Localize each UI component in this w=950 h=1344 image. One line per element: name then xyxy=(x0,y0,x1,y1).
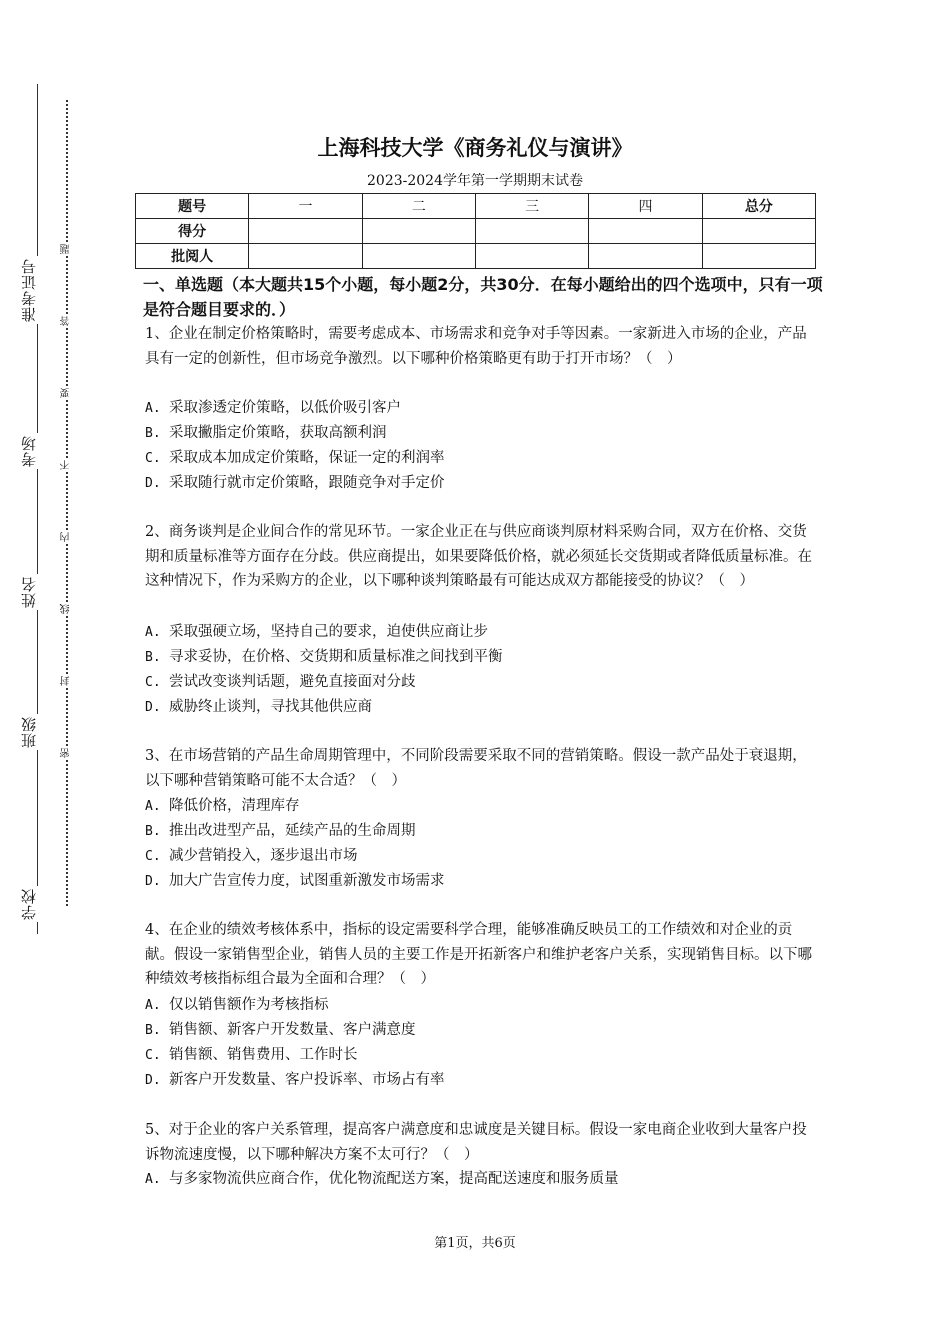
option-text: 加大广告宣传力度，试图重新激发市场需求 xyxy=(169,873,445,889)
label-school: 学校 xyxy=(20,888,38,920)
option-letter: A. xyxy=(145,625,161,640)
seal-char: 密 xyxy=(61,748,72,758)
grader-row xyxy=(136,244,816,269)
option-letter: A. xyxy=(145,998,161,1013)
option-text: 仅以销售额作为考核指标 xyxy=(169,997,329,1013)
option xyxy=(145,819,815,844)
score-row xyxy=(136,219,816,244)
option-text: 推出改进型产品，延续产品的生命周期 xyxy=(169,823,416,839)
question-stem: 4、在企业的绩效考核体系中，指标的设定需要科学合理，能够准确反映员工的工作绩效和对企业的贡献。假设一家销售型企业，销售人员的主要工作是开拓新客户和维护老客户关系，实现销售目标。以下哪种绩效考核指标组合最为全面和合理？（ ） xyxy=(145,922,812,987)
question-stem: 1、企业在制定价格策略时，需要考虑成本、市场需求和竞争对手等因素。一家新进入市场的企业，产品具有一定的创新性，但市场竞争激烈。以下哪种价格策略更有助于打开市场？（ ） xyxy=(145,326,807,367)
option xyxy=(145,869,815,894)
exam-subtitle: 2023-2024学年第一学期期末试卷 xyxy=(367,173,583,189)
option-text: 新客户开发数量、客户投诉率、市场占有率 xyxy=(169,1072,445,1088)
option-letter: A. xyxy=(145,401,161,416)
header-cell: 总分 xyxy=(702,194,815,219)
label-exam-room: 考场 xyxy=(20,435,38,467)
question-stem: 5、对于企业的客户关系管理，提高客户满意度和忠诚度是关键目标。假设一家电商企业收到大量客户投诉物流速度慢，以下哪种解决方案不太可行？（ ） xyxy=(145,1122,807,1163)
option-text: 减少营销投入，逐步退出市场 xyxy=(169,848,358,864)
score-cell xyxy=(589,219,702,244)
header-cell: 二 xyxy=(362,194,475,219)
option xyxy=(145,1068,815,1093)
option-text: 销售额、销售费用、工作时长 xyxy=(169,1047,358,1063)
option-text: 采取成本加成定价策略，保证一定的利润率 xyxy=(169,450,445,466)
seal-char: 线 xyxy=(61,604,72,614)
section-heading: 一、单选题（本大题共15个小题，每小题2分，共30分．在每小题给出的四个选项中，只有一项是符合题目要求的．） xyxy=(143,275,823,319)
option xyxy=(145,695,815,720)
score-cell xyxy=(249,219,362,244)
option-letter: C. xyxy=(145,451,161,466)
option-text: 采取撇脂定价策略，获取高额利润 xyxy=(169,425,387,441)
option xyxy=(145,844,815,869)
grader-cell xyxy=(702,244,815,269)
binding-line xyxy=(37,84,38,934)
option-letter: A. xyxy=(145,799,161,814)
header-cell: 三 xyxy=(475,194,588,219)
option xyxy=(145,396,815,421)
grader-cell xyxy=(362,244,475,269)
option xyxy=(145,794,815,819)
option-text: 降低价格，清理库存 xyxy=(169,798,300,814)
question-stem: 2、商务谈判是企业间合作的常见环节。一家企业正在与供应商谈判原材料采购合同，双方在价格、交货期和质量标准等方面存在分歧。供应商提出，如果要降低价格，就必须延长交货期或者降低质量标准。在这种情况下，作为采购方的企业，以下哪种谈判策略最有可能达成双方都能接受的协议？（ ） xyxy=(145,524,812,589)
row-label: 批阅人 xyxy=(136,244,249,269)
grader-cell xyxy=(589,244,702,269)
label-exam-number: 准考证号 xyxy=(20,258,38,322)
option-letter: D. xyxy=(145,476,161,491)
option-letter: A. xyxy=(145,1172,161,1187)
row-label: 得分 xyxy=(136,219,249,244)
exam-title: 上海科技大学《商务礼仪与演讲》 xyxy=(317,136,633,160)
seal-char: 要 xyxy=(61,388,72,398)
option-letter: C. xyxy=(145,849,161,864)
header-cell: 一 xyxy=(249,194,362,219)
option-letter: D. xyxy=(145,874,161,889)
grader-cell xyxy=(475,244,588,269)
option-letter: B. xyxy=(145,824,161,839)
option xyxy=(145,421,815,446)
seal-dotted-line xyxy=(66,100,68,906)
seal-char: 不 xyxy=(61,460,72,470)
score-cell xyxy=(362,219,475,244)
option-text: 与多家物流供应商合作，优化物流配送方案，提高配送速度和服务质量 xyxy=(169,1171,619,1187)
option-letter: B. xyxy=(145,426,161,441)
header-cell: 四 xyxy=(589,194,702,219)
seal-char: 题 xyxy=(61,244,72,254)
option xyxy=(145,471,815,496)
seal-char: 内 xyxy=(61,532,72,542)
option xyxy=(145,446,815,471)
option-letter: B. xyxy=(145,1023,161,1038)
option-letter: C. xyxy=(145,1048,161,1063)
header-cell: 题号 xyxy=(136,194,249,219)
grader-cell xyxy=(249,244,362,269)
option-text: 尝试改变谈判话题，避免直接面对分歧 xyxy=(169,674,416,690)
label-class: 班级 xyxy=(20,716,38,748)
seal-char: 答 xyxy=(61,316,72,326)
option-text: 销售额、新客户开发数量、客户满意度 xyxy=(169,1022,416,1038)
option-text: 采取强硬立场，坚持自己的要求，迫使供应商让步 xyxy=(169,624,488,640)
label-name: 姓名 xyxy=(20,576,38,608)
option xyxy=(145,670,815,695)
score-table-header-row xyxy=(136,194,816,219)
option-text: 寻求妥协，在价格、交货期和质量标准之间找到平衡 xyxy=(169,649,503,665)
option-letter: B. xyxy=(145,650,161,665)
option xyxy=(145,1018,815,1043)
option xyxy=(145,1167,815,1192)
question-stem: 3、在市场营销的产品生命周期管理中，不同阶段需要采取不同的营销策略。假设一款产品处于衰退期，以下哪种营销策略可能不太合适？（ ） xyxy=(145,748,807,789)
option-letter: D. xyxy=(145,700,161,715)
score-table xyxy=(135,193,816,269)
option-text: 采取渗透定价策略，以低价吸引客户 xyxy=(169,400,401,416)
option xyxy=(145,1043,815,1068)
option-letter: C. xyxy=(145,675,161,690)
option-letter: D. xyxy=(145,1073,161,1088)
score-cell xyxy=(475,219,588,244)
option-text: 威胁终止谈判，寻找其他供应商 xyxy=(169,699,372,715)
page-footer: 第1页，共6页 xyxy=(434,1236,516,1251)
score-cell xyxy=(702,219,815,244)
option xyxy=(145,620,815,645)
seal-char: 封 xyxy=(61,676,72,686)
option-text: 采取随行就市定价策略，跟随竞争对手定价 xyxy=(169,475,445,491)
option xyxy=(145,993,815,1018)
option xyxy=(145,645,815,670)
